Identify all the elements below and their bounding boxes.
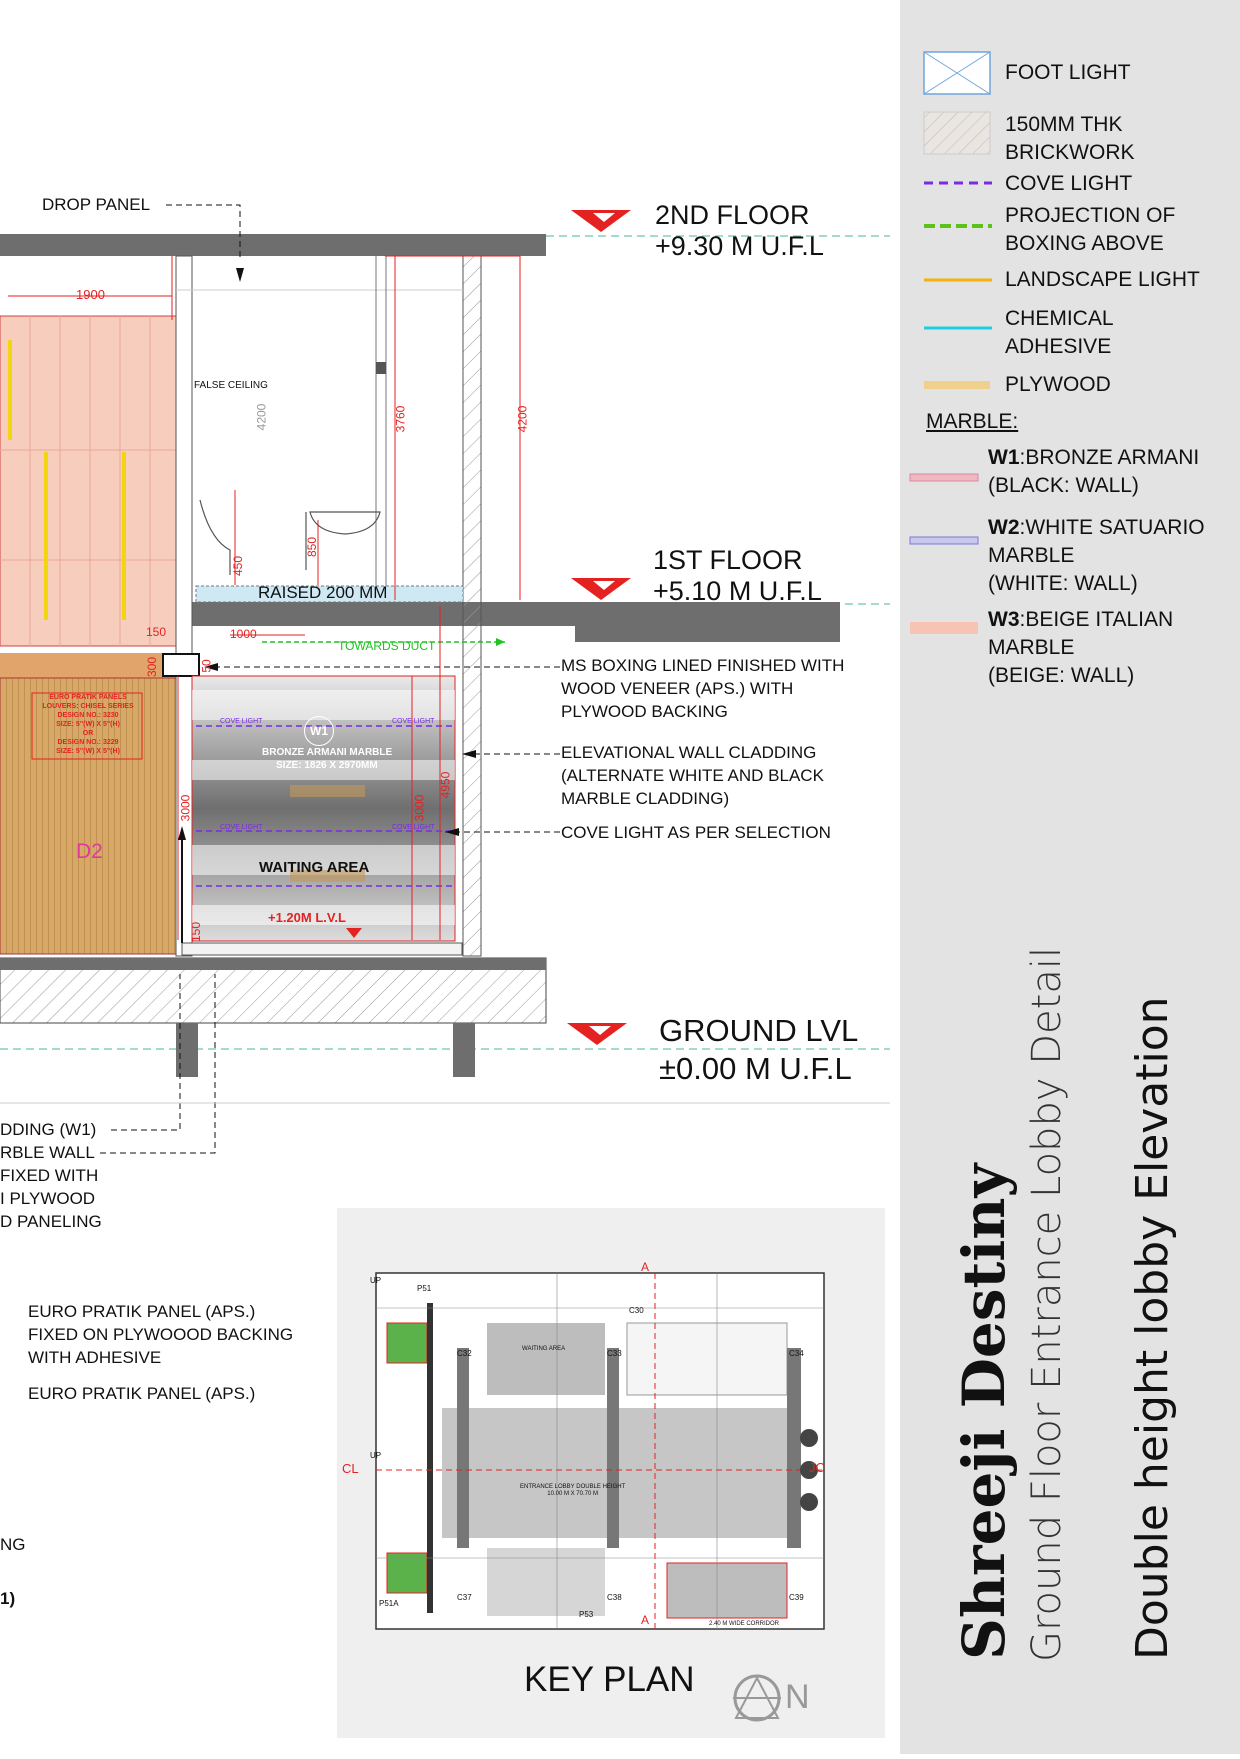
dim-450: 450 bbox=[231, 555, 246, 577]
legend-plywood: PLYWOOD bbox=[1005, 373, 1111, 396]
key-plan-tag: UP bbox=[370, 1276, 382, 1285]
key-plan-tag: UP bbox=[370, 1451, 382, 1460]
level-2nd-value: +9.30 M U.F.L bbox=[655, 231, 824, 261]
dim-3000b: 3000 bbox=[412, 794, 427, 822]
w1-swatch bbox=[910, 474, 978, 481]
slab-2nd bbox=[0, 234, 546, 256]
key-plan-tag: P51A bbox=[379, 1599, 399, 1608]
key-plan-tag: C34 bbox=[789, 1349, 804, 1358]
key-plan-tag: C37 bbox=[457, 1593, 472, 1602]
drop-panel-note: DROP PANEL bbox=[42, 195, 151, 214]
legend-w1-desc: (BLACK: WALL) bbox=[988, 474, 1139, 497]
legend-w3-code: W3 bbox=[988, 608, 1020, 631]
legend-w2-name: :WHITE SATUARIO bbox=[1019, 516, 1205, 539]
dim-300: 300 bbox=[145, 656, 160, 678]
cove-light-tag-2: COVE LIGHT bbox=[392, 718, 435, 725]
towards-duct-note: TOWARDS DUCT bbox=[338, 639, 436, 653]
cove-light-tag-3: COVE LIGHT bbox=[220, 824, 263, 831]
legend-foot-light: FOOT LIGHT bbox=[1005, 61, 1131, 84]
legend-brickwork: 150MM THK BRICKWORK bbox=[1005, 113, 1135, 164]
key-plan-tag: P51 bbox=[417, 1284, 432, 1293]
dim-4950: 4950 bbox=[438, 771, 453, 799]
legend-w3 bbox=[988, 606, 1173, 690]
key-plan-corridor: 2.40 M WIDE CORRIDOR bbox=[709, 1621, 780, 1627]
key-plan-tag: A bbox=[641, 1260, 650, 1274]
key-plan-tag: C38 bbox=[607, 1593, 622, 1602]
legend-cove-light: COVE LIGHT bbox=[1005, 172, 1133, 195]
dim-4200a: 4200 bbox=[254, 403, 269, 431]
ms-boxing-note: MS BOXING LINED FINISHED WITH WOOD VENEER (APS.) WITH PLYWOOD BACKING bbox=[561, 656, 845, 721]
key-plan-tag: JC bbox=[809, 1460, 825, 1475]
legend-landscape: LANDSCAPE LIGHT bbox=[1005, 268, 1200, 291]
main-title: Double height lobby Elevation bbox=[1127, 996, 1178, 1660]
legend-w3-name: :BEIGE ITALIAN bbox=[1019, 608, 1174, 631]
dim-1900: 1900 bbox=[76, 287, 105, 302]
key-plan-tag: C33 bbox=[607, 1349, 622, 1358]
waiting-area-label: WAITING AREA bbox=[259, 859, 370, 876]
legend-w1-code: W1 bbox=[988, 446, 1020, 469]
key-plan-tag: A bbox=[641, 1613, 650, 1627]
legend-w2 bbox=[988, 514, 1205, 598]
w3-swatch bbox=[910, 622, 978, 634]
level-2nd-name: 2ND FLOOR bbox=[655, 200, 810, 230]
dim-150b: 150 bbox=[189, 921, 204, 943]
d2-tag: D2 bbox=[76, 840, 103, 863]
legend-w1 bbox=[988, 444, 1199, 500]
dim-3760: 3760 bbox=[393, 405, 408, 433]
level-1st-name: 1ST FLOOR bbox=[653, 545, 803, 575]
raised-note: RAISED 200 MM bbox=[258, 583, 388, 602]
key-plan-tag: C30 bbox=[629, 1306, 644, 1315]
level-ground-name: GROUND LVL bbox=[659, 1013, 859, 1048]
false-ceiling-note: FALSE CEILING bbox=[194, 380, 268, 391]
key-plan bbox=[337, 1208, 885, 1738]
dim-4200b: 4200 bbox=[515, 405, 530, 433]
dim-3000a: 3000 bbox=[178, 794, 193, 822]
key-plan-tag: P53 bbox=[579, 1610, 594, 1619]
brickwork-swatch bbox=[924, 112, 990, 154]
legend-projection: PROJECTION OF BOXING ABOVE bbox=[1005, 204, 1176, 255]
one-note: 1) bbox=[0, 1589, 16, 1608]
north-label: N bbox=[785, 1678, 810, 1716]
subtitle: Ground Floor Entrance Lobby Detail bbox=[1024, 946, 1070, 1662]
lvl-label: +1.20M L.V.L bbox=[268, 910, 346, 925]
legend-w1-name: :BRONZE ARMANI bbox=[1019, 446, 1200, 469]
dim-150a: 150 bbox=[146, 625, 167, 639]
key-plan-waiting: WAITING AREA bbox=[522, 1346, 566, 1352]
level-ground-value: ±0.00 M U.F.L bbox=[659, 1051, 852, 1086]
marble-name: BRONZE ARMANI MARBLE bbox=[262, 747, 393, 758]
legend-w3-desc: MARBLE (BEIGE: WALL) bbox=[988, 636, 1135, 687]
plywood-swatch bbox=[924, 381, 990, 389]
w1-tag: W1 bbox=[304, 716, 334, 746]
ms-boxing bbox=[163, 654, 199, 676]
w2-swatch bbox=[910, 537, 978, 544]
dim-1000: 1000 bbox=[230, 627, 257, 641]
euro-panel-spec: EURO PRATIK PANELS LOUVERS: CHISEL SERIES DESIGN NO.: 3230 SIZE: 5"(W) X 5"(H) OR DESIGN NO.: 3229 SIZE: 5"(W) X 5"(H) bbox=[42, 694, 134, 755]
left-clad-note: DDING (W1) RBLE WALL FIXED WITH I PLYWOOD D PANELING bbox=[0, 1120, 102, 1231]
ng-note: NG bbox=[0, 1535, 26, 1554]
cove-light-tag-4: COVE LIGHT bbox=[392, 824, 435, 831]
key-plan-tag: C32 bbox=[457, 1349, 472, 1358]
legend-w2-code: W2 bbox=[988, 516, 1020, 539]
legend-chemical: CHEMICAL ADHESIVE bbox=[1005, 307, 1114, 358]
key-plan-entrance: ENTRANCE LOBBY DOUBLE HEIGHT 10.00 M X 70.70 M bbox=[520, 1484, 626, 1497]
legend-marble-heading: MARBLE: bbox=[926, 410, 1019, 433]
elevational-note: ELEVATIONAL WALL CLADDING (ALTERNATE WHITE AND BLACK MARBLE CLADDING) bbox=[561, 743, 824, 808]
cove-selection-note: COVE LIGHT AS PER SELECTION bbox=[561, 823, 831, 842]
euro-panel-note: EURO PRATIK PANEL (APS.) FIXED ON PLYWOOOD BACKING WITH ADHESIVE bbox=[28, 1302, 294, 1367]
cove-light-tag-1: COVE LIGHT bbox=[220, 718, 263, 725]
key-plan-tag: C39 bbox=[789, 1593, 804, 1602]
marble-size: SIZE: 1826 X 2970MM bbox=[276, 760, 378, 771]
legend-w2-desc: MARBLE (WHITE: WALL) bbox=[988, 544, 1138, 595]
level-1st-value: +5.10 M U.F.L bbox=[653, 576, 822, 606]
project-title: Shreeji Destiny bbox=[950, 1163, 1018, 1660]
dim-850: 850 bbox=[305, 536, 320, 558]
euro-panel-note-2: EURO PRATIK PANEL (APS.) bbox=[28, 1384, 256, 1403]
dim-50: 50 bbox=[199, 659, 214, 673]
legend-sidebar bbox=[900, 0, 1240, 1754]
key-plan-tag: CL bbox=[342, 1461, 359, 1476]
key-plan-label: KEY PLAN bbox=[524, 1660, 695, 1699]
